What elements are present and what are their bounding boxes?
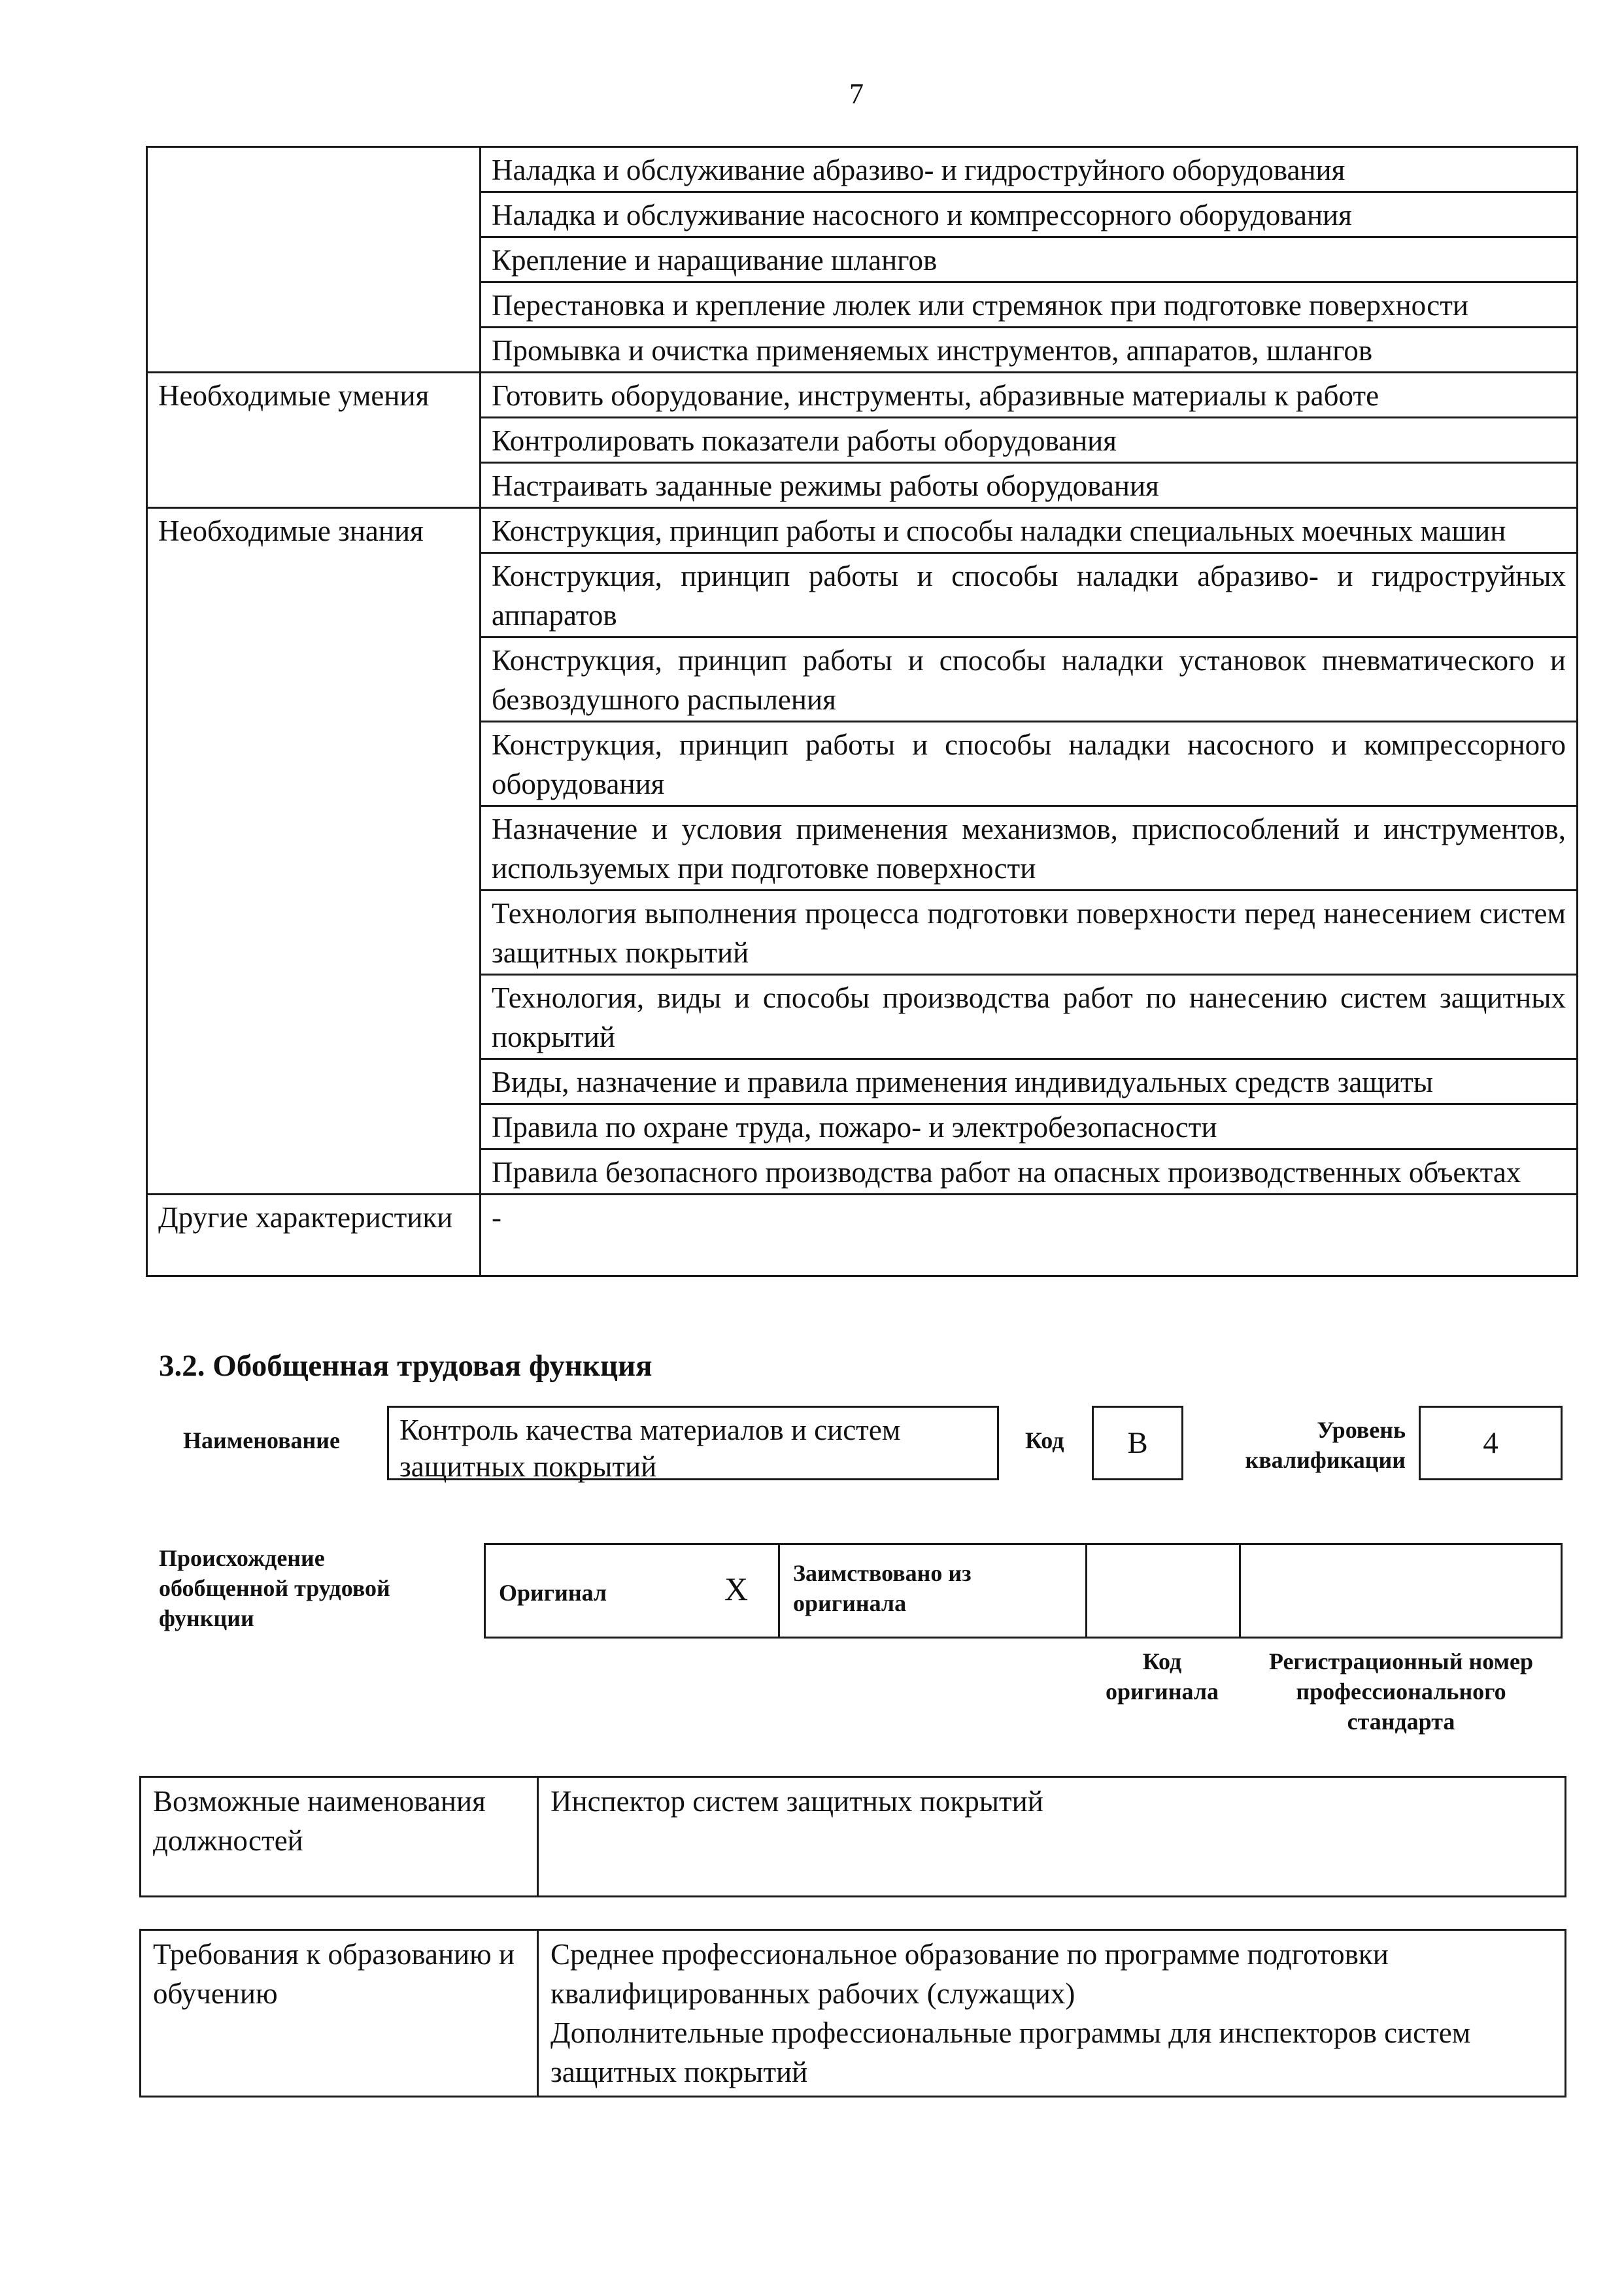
knowledge-cell: Технология выполнения процесса подготовки поверхности перед нанесением систем защитных покрытий <box>481 891 1578 975</box>
positions-value: Инспектор систем защитных покрытий <box>538 1777 1566 1897</box>
education-label: Требования к образованию и обучению <box>141 1930 538 2097</box>
empty-label-cell <box>147 192 481 237</box>
table-row <box>147 1195 1578 1276</box>
education-table <box>139 1929 1566 2098</box>
empty-label-cell <box>147 328 481 373</box>
original-code-cell <box>1087 1545 1241 1637</box>
level-value: 4 <box>1419 1406 1563 1480</box>
table-row <box>147 237 1578 282</box>
other-value: - <box>481 1195 1578 1276</box>
table-row <box>141 1777 1566 1897</box>
table-row <box>147 192 1578 237</box>
section-heading: 3.2. Обобщенная трудовая функция <box>159 1349 652 1383</box>
name-value: Контроль качества материалов и систем защитных покрытий <box>387 1406 999 1480</box>
knowledge-cell: Технология, виды и способы производства работ по нанесению систем защитных покрытий <box>481 975 1578 1059</box>
empty-label-cell <box>147 282 481 328</box>
knowledge-cell: Конструкция, принцип работы и способы наладки насосного и компрессорного оборудования <box>481 722 1578 806</box>
skill-cell: Готовить оборудование, инструменты, абразивные материалы к работе <box>481 373 1578 418</box>
action-cell: Наладка и обслуживание абразиво- и гидроструйного оборудования <box>481 147 1578 192</box>
knowledge-cell: Конструкция, принцип работы и способы наладки абразиво- и гидроструйных аппаратов <box>481 553 1578 637</box>
skill-cell: Настраивать заданные режимы работы оборудования <box>481 463 1578 508</box>
original-mark: X <box>724 1571 749 1607</box>
borrowed-cell <box>780 1545 1087 1637</box>
education-line: Дополнительные профессиональные программы для инспекторов систем защитных покрытий <box>550 2016 1471 2088</box>
borrowed-label: Заимствовано из оригинала <box>793 1560 972 1616</box>
origin-label: Происхождение обобщенной трудовой функции <box>159 1545 390 1631</box>
table-row <box>147 147 1578 192</box>
knowledge-cell: Правила по охране труда, пожаро- и электробезопасности <box>481 1104 1578 1149</box>
knowledge-cell: Конструкция, принцип работы и способы наладки установок пневматического и безвоздушного распыления <box>481 637 1578 722</box>
other-label: Другие характеристики <box>147 1195 481 1276</box>
code-value: B <box>1092 1406 1183 1480</box>
origin-table <box>484 1543 1563 1639</box>
table-row <box>147 508 1578 553</box>
original-cell <box>486 1545 780 1637</box>
education-value <box>538 1930 1566 2097</box>
page-number: 7 <box>849 78 864 110</box>
action-cell: Крепление и наращивание шлангов <box>481 237 1578 282</box>
table-row <box>147 373 1578 418</box>
positions-table <box>139 1776 1566 1897</box>
empty-label-cell <box>147 147 481 192</box>
skill-cell: Контролировать показатели работы оборудования <box>481 418 1578 463</box>
knowledge-cell: Конструкция, принцип работы и способы наладки специальных моечных машин <box>481 508 1578 553</box>
code-label: Код <box>1025 1427 1064 1453</box>
action-cell: Наладка и обслуживание насосного и компрессорного оборудования <box>481 192 1578 237</box>
registration-number-cell <box>1241 1545 1563 1637</box>
registration-number-caption: Регистрационный номер профессионального стандарта <box>1268 1648 1534 1735</box>
name-label: Наименование <box>183 1427 340 1453</box>
empty-label-cell <box>147 237 481 282</box>
knowledge-cell: Виды, назначение и правила применения индивидуальных средств защиты <box>481 1059 1578 1104</box>
labor-function-table <box>146 146 1578 1277</box>
original-label: Оригинал <box>499 1580 607 1606</box>
table-row <box>147 328 1578 373</box>
action-cell: Перестановка и крепление люлек или стремянок при подготовке поверхности <box>481 282 1578 328</box>
skills-label: Необходимые умения <box>147 373 481 508</box>
table-row <box>147 282 1578 328</box>
knowledge-cell: Правила безопасного производства работ на опасных производственных объектах <box>481 1149 1578 1195</box>
knowledge-label: Необходимые знания <box>147 508 481 1195</box>
level-label: Уровень квалификации <box>1245 1417 1406 1473</box>
positions-label: Возможные наименования должностей <box>141 1777 538 1897</box>
knowledge-cell: Назначение и условия применения механизмов, приспособлений и инструментов, используемых при подготовке поверхности <box>481 806 1578 891</box>
table-row <box>141 1930 1566 2097</box>
action-cell: Промывка и очистка применяемых инструментов, аппаратов, шлангов <box>481 328 1578 373</box>
education-line: Среднее профессиональное образование по программе подготовки квалифицированных рабочих (служащих) <box>550 1938 1389 2010</box>
original-code-caption: Код оригинала <box>1105 1648 1219 1705</box>
